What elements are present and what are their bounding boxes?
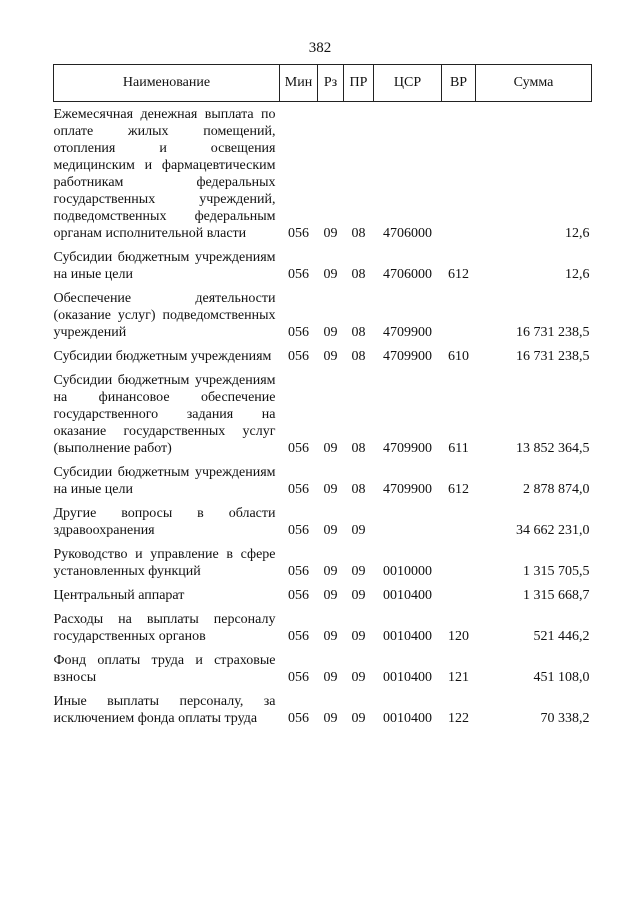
row-name: Расходы на выплаты персоналу государственных органов (53, 612, 276, 644)
row-min: 056 (288, 629, 309, 644)
row-vr: 120 (448, 629, 469, 644)
header-csr: ЦСР (374, 65, 442, 102)
row-pr: 09 (351, 564, 366, 579)
row-vr: 122 (448, 711, 469, 726)
row-sum: 2 878 874,0 (523, 482, 590, 497)
row-min: 056 (288, 523, 309, 538)
row-rz: 09 (323, 523, 338, 538)
row-vr: 612 (448, 482, 469, 497)
row-name: Руководство и управление в сфере установленных функций (53, 547, 276, 579)
row-rz: 09 (323, 564, 338, 579)
table-body (54, 102, 592, 731)
row-csr: 0010400 (383, 629, 432, 644)
row-name: Другие вопросы в области здравоохранения (53, 506, 276, 538)
row-pr: 09 (351, 670, 366, 685)
row-csr: 4709900 (383, 441, 432, 456)
table-row (54, 368, 592, 460)
table-row (54, 501, 592, 542)
row-name: Субсидии бюджетным учреждениям на иные цели (53, 465, 276, 497)
row-name: Субсидии бюджетным учреждениям на финансовое обеспечение государственного задания на оказание государственных услуг (выполнение работ) (53, 373, 276, 456)
table-row (54, 286, 592, 344)
row-pr: 09 (351, 588, 366, 603)
row-sum: 16 731 238,5 (516, 325, 590, 340)
row-sum: 1 315 705,5 (523, 564, 590, 579)
row-sum: 12,6 (565, 226, 590, 241)
table-header (54, 65, 592, 102)
row-min: 056 (288, 226, 309, 241)
row-min: 056 (288, 482, 309, 497)
table-row (54, 344, 592, 368)
row-sum: 70 338,2 (540, 711, 590, 726)
row-vr: 610 (448, 349, 469, 364)
row-rz: 09 (323, 325, 338, 340)
row-vr (442, 102, 476, 246)
row-pr: 08 (351, 226, 366, 241)
row-name: Иные выплаты персоналу, за исключением фонда оплаты труда (53, 694, 276, 726)
row-sum: 12,6 (565, 267, 590, 282)
row-sum: 521 446,2 (533, 629, 590, 644)
row-min: 056 (288, 325, 309, 340)
table-row (54, 583, 592, 607)
row-rz: 09 (323, 670, 338, 685)
budget-table (53, 64, 592, 730)
row-pr: 09 (351, 629, 366, 644)
row-csr: 4709900 (383, 349, 432, 364)
row-csr: 0010000 (383, 564, 432, 579)
row-pr: 08 (351, 349, 366, 364)
row-sum: 34 662 231,0 (516, 523, 590, 538)
table-row (54, 542, 592, 583)
row-sum: 1 315 668,7 (523, 588, 590, 603)
header-pr: ПР (344, 65, 374, 102)
row-csr: 4706000 (383, 226, 432, 241)
row-csr: 0010400 (383, 711, 432, 726)
row-pr: 09 (351, 523, 366, 538)
row-rz: 09 (323, 349, 338, 364)
row-vr (442, 286, 476, 344)
row-csr: 4709900 (383, 325, 432, 340)
row-vr (442, 583, 476, 607)
row-csr (374, 501, 442, 542)
table-row (54, 607, 592, 648)
row-min: 056 (288, 670, 309, 685)
row-sum: 13 852 364,5 (516, 441, 590, 456)
row-csr: 4709900 (383, 482, 432, 497)
row-min: 056 (288, 267, 309, 282)
table-row (54, 648, 592, 689)
row-sum: 451 108,0 (533, 670, 590, 685)
header-sum: Сумма (476, 65, 592, 102)
row-rz: 09 (323, 226, 338, 241)
row-csr: 0010400 (383, 588, 432, 603)
row-min: 056 (288, 588, 309, 603)
row-pr: 09 (351, 711, 366, 726)
row-name: Субсидии бюджетным учреждениям на иные цели (53, 250, 276, 282)
row-name: Ежемесячная денежная выплата по оплате жилых помещений, отопления и освещения медицинским и фармацевтическим работникам федеральных государственных учреждений, подведомственных федеральным органам исполнительной власти (53, 107, 276, 241)
header-vr: ВР (442, 65, 476, 102)
row-sum: 16 731 238,5 (516, 349, 590, 364)
row-rz: 09 (323, 629, 338, 644)
row-csr: 4706000 (383, 267, 432, 282)
table-row (54, 460, 592, 501)
row-vr: 611 (448, 441, 469, 456)
row-min: 056 (288, 441, 309, 456)
row-vr (442, 542, 476, 583)
row-pr: 08 (351, 325, 366, 340)
row-pr: 08 (351, 267, 366, 282)
row-rz: 09 (323, 267, 338, 282)
row-vr: 121 (448, 670, 469, 685)
row-name: Обеспечение деятельности (оказание услуг) подведомственных учреждений (53, 291, 276, 340)
header-name: Наименование (54, 65, 280, 102)
header-min: Мин (280, 65, 318, 102)
table-row (54, 102, 592, 246)
header-rz: Рз (318, 65, 344, 102)
row-name: Фонд оплаты труда и страховые взносы (53, 653, 276, 685)
row-pr: 08 (351, 441, 366, 456)
row-min: 056 (288, 349, 309, 364)
row-min: 056 (288, 564, 309, 579)
row-min: 056 (288, 711, 309, 726)
row-rz: 09 (323, 441, 338, 456)
table-row (54, 245, 592, 286)
row-rz: 09 (323, 588, 338, 603)
row-name: Субсидии бюджетным учреждениям (53, 349, 272, 364)
row-vr: 612 (448, 267, 469, 282)
row-vr (442, 501, 476, 542)
row-csr: 0010400 (383, 670, 432, 685)
row-rz: 09 (323, 711, 338, 726)
row-name: Центральный аппарат (53, 588, 185, 603)
table-row (54, 689, 592, 730)
row-pr: 08 (351, 482, 366, 497)
row-rz: 09 (323, 482, 338, 497)
page-number: 382 (308, 40, 332, 56)
